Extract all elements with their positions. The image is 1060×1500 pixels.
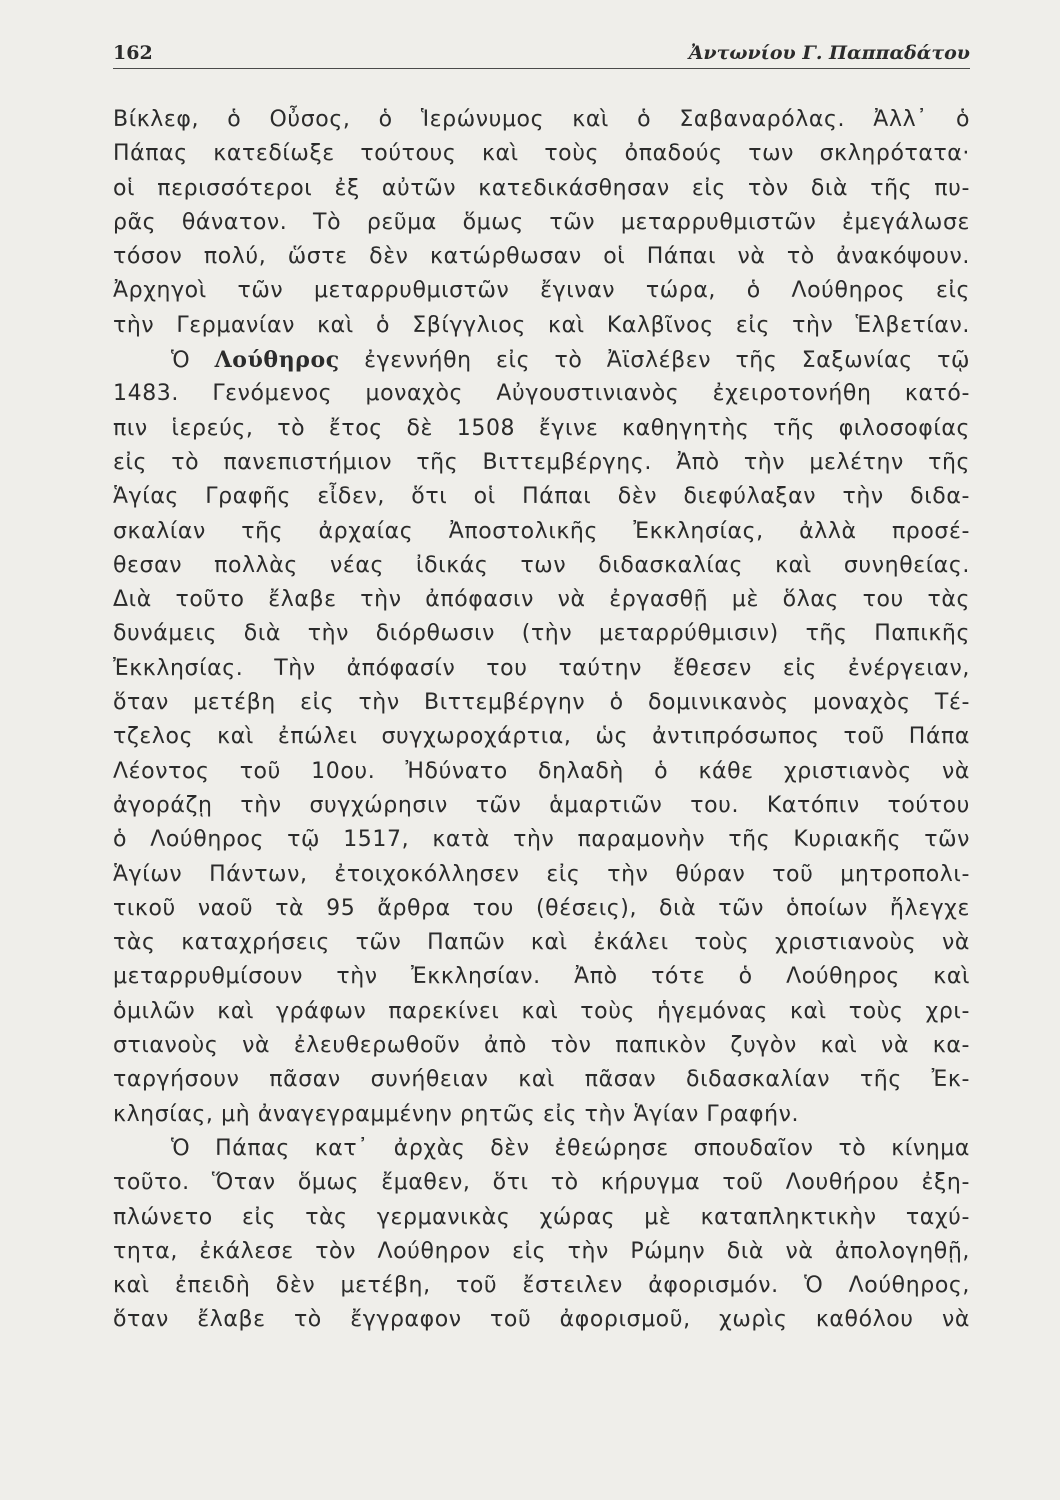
text-line: Ὁ Πάπας κατ᾽ ἀρχὰς δὲν ἐθεώρησε σπουδαῖον τὸ κίνημα (171, 1135, 970, 1161)
text-line: πιν ἱερεύς, τὸ ἔτος δὲ 1508 ἔγινε καθηγητὴς τῆς φιλοσοφίας (113, 415, 970, 441)
bold-name: Λούθηρος (214, 347, 340, 374)
running-head: Ἀντωνίου Γ. Παππαδάτου (688, 42, 970, 64)
text-line: οἱ περισσότεροι ἐξ αὐτῶν κατεδικάσθησαν εἰς τὸν διὰ τῆς πυ- (113, 175, 970, 201)
text-line: εἰς τὸ πανεπιστήμιον τῆς Βιττεμβέργης. Ἀπὸ τὴν μελέτην τῆς (113, 449, 970, 475)
text-line: ἀγοράζῃ τὴν συγχώρησιν τῶν ἁμαρτιῶν του. Κατόπιν τούτου (113, 792, 970, 818)
text-line: Ἁγίας Γραφῆς εἶδεν, ὅτι οἱ Πάπαι δὲν διεφύλαξαν τὴν διδα- (113, 484, 970, 510)
text-line (113, 343, 970, 377)
text-line: Βίκλεφ, ὁ Οὖσος, ὁ Ἱερώνυμος καὶ ὁ Σαβαναρόλας. Ἀλλ᾽ ὁ (113, 107, 970, 132)
text-line: πλώνετο εἰς τὰς γερμανικὰς χώρας μὲ καταπληκτικὴν ταχύ- (113, 1204, 970, 1230)
text-line: σκαλίαν τῆς ἀρχαίας Ἀποστολικῆς Ἐκκλησίας, ἀλλὰ προσέ- (113, 518, 970, 544)
text-fragment: ἐγεννήθη εἰς τὸ Ἀϊσλέβεν τῆς Σαξωνίας τῷ (339, 348, 970, 374)
text-line: ρᾶς θάνατον. Τὸ ρεῦμα ὅμως τῶν μεταρρυθμιστῶν ἐμεγάλωσε (113, 209, 970, 235)
text-line: ταργήσουν πᾶσαν συνήθειαν καὶ πᾶσαν διδασκαλίαν τῆς Ἐκ- (113, 1067, 970, 1093)
text-fragment: Ὁ (171, 348, 215, 374)
text-line: Διὰ τοῦτο ἔλαβε τὴν ἀπόφασιν νὰ ἐργασθῇ μὲ ὅλας του τὰς (113, 587, 970, 613)
text-line: τὴν Γερμανίαν καὶ ὁ Σβίγγλιος καὶ Καλβῖνος εἰς τὴν Ἑλβετίαν. (113, 312, 970, 338)
text-line: τὰς καταχρήσεις τῶν Παπῶν καὶ ἐκάλει τοὺς χριστιανοὺς νὰ (113, 930, 970, 956)
text-line: τοῦτο. Ὅταν ὅμως ἔμαθεν, ὅτι τὸ κήρυγμα τοῦ Λουθήρου ἐξη- (113, 1170, 970, 1196)
text-line: στιανοὺς νὰ ἐλευθερωθοῦν ἀπὸ τὸν παπικὸν ζυγὸν καὶ νὰ κα- (113, 1033, 970, 1059)
page-header (113, 38, 970, 69)
text-line: ὁμιλῶν καὶ γράφων παρεκίνει καὶ τοὺς ἡγεμόνας καὶ τοὺς χρι- (113, 998, 970, 1024)
text-line: τόσον πολύ, ὥστε δὲν κατώρθωσαν οἱ Πάπαι νὰ τὸ ἀνακόψουν. (113, 244, 970, 270)
text-line: 1483. Γενόμενος μοναχὸς Αὐγουστινιανὸς ἐχειροτονήθη κατό- (113, 381, 970, 407)
page-number: 162 (113, 42, 153, 64)
text-line: δυνάμεις διὰ τὴν διόρθωσιν (τὴν μεταρρύθμισιν) τῆς Παπικῆς (113, 621, 970, 647)
text-line: κλησίας, μὴ ἀναγεγραμμένην ρητῶς εἰς τὴν Ἁγίαν Γραφήν. (113, 1101, 800, 1127)
text-line: Πάπας κατεδίωξε τούτους καὶ τοὺς ὀπαδούς των σκληρότατα· (113, 141, 970, 167)
text-line: τζελος καὶ ἐπώλει συγχωροχάρτια, ὡς ἀντιπρόσωπος τοῦ Πάπα (113, 724, 970, 750)
text-line: ὁ Λούθηρος τῷ 1517, κατὰ τὴν παραμονὴν τῆς Κυριακῆς τῶν (113, 827, 970, 853)
text-line: Ἁγίων Πάντων, ἐτοιχοκόλλησεν εἰς τὴν θύραν τοῦ μητροπολι- (113, 861, 970, 887)
body-text (113, 103, 970, 1338)
text-line: ὅταν ἔλαβε τὸ ἔγγραφον τοῦ ἀφορισμοῦ, χωρὶς καθόλου νὰ (113, 1307, 970, 1333)
text-line: ὅταν μετέβη εἰς τὴν Βιττεμβέργην ὁ δομινικανὸς μοναχὸς Τέ- (113, 690, 970, 716)
text-line: θεσαν πολλὰς νέας ἰδικάς των διδασκαλίας καὶ συνηθείας. (113, 552, 970, 578)
text-line: τητα, ἐκάλεσε τὸν Λούθηρον εἰς τὴν Ρώμην διὰ νὰ ἀπολογηθῇ, (113, 1238, 970, 1264)
text-line: καὶ ἐπειδὴ δὲν μετέβη, τοῦ ἔστειλεν ἀφορισμόν. Ὁ Λούθηρος, (113, 1273, 970, 1299)
text-line: τικοῦ ναοῦ τὰ 95 ἄρθρα του (θέσεις), διὰ τῶν ὁποίων ἤλεγχε (113, 895, 970, 921)
text-line: Ἀρχηγοὶ τῶν μεταρρυθμιστῶν ἔγιναν τώρα, ὁ Λούθηρος εἰς (113, 278, 970, 304)
text-line: Ἐκκλησίας. Τὴν ἀπόφασίν του ταύτην ἔθεσεν εἰς ἐνέργειαν, (113, 655, 970, 681)
text-line: μεταρρυθμίσουν τὴν Ἐκκλησίαν. Ἀπὸ τότε ὁ Λούθηρος καὶ (113, 964, 970, 990)
text-line: Λέοντος τοῦ 10ου. Ἠδύνατο δηλαδὴ ὁ κάθε χριστιανὸς νὰ (113, 758, 970, 784)
